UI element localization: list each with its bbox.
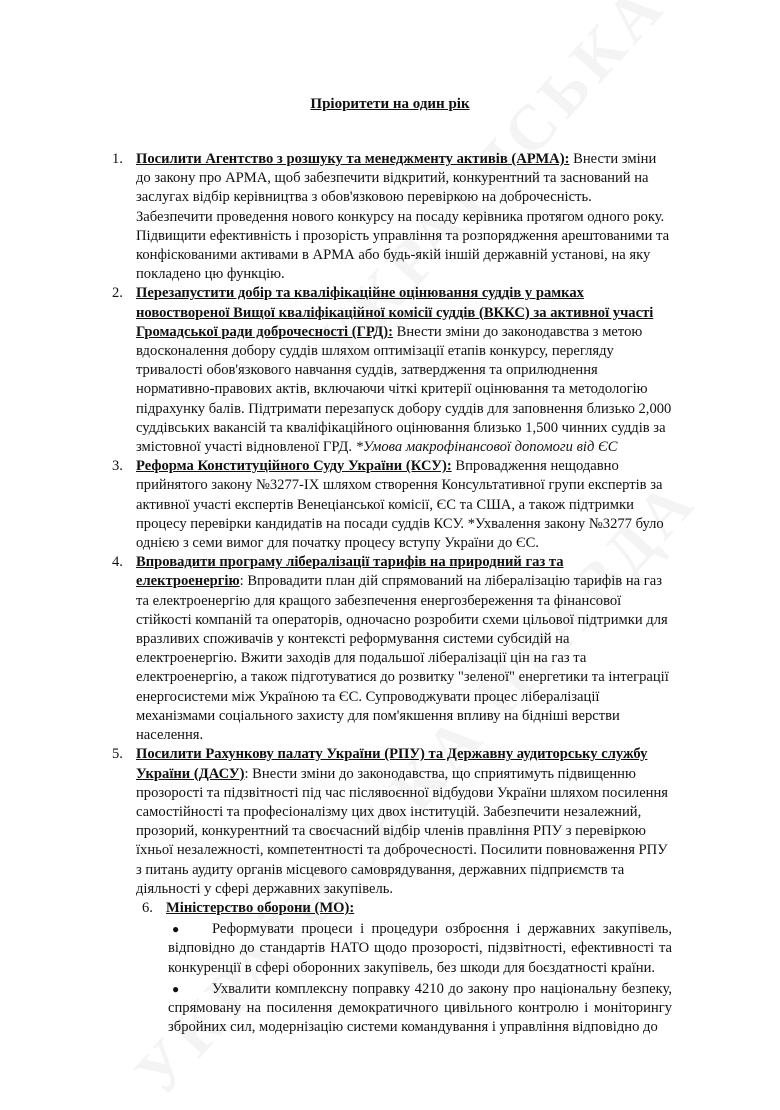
item-heading: Перезапустити добір та кваліфікаційне оцінювання суддів у рамках новоствореної Вищої кваліфікаційної комісії суддів (ВККС) за активної участі Громадської ради доброчесності (ГРД): xyxy=(136,285,654,340)
item-note: *Умова макрофінансової допомоги від ЄС xyxy=(355,439,618,456)
list-item xyxy=(112,553,672,745)
item-number: 5. xyxy=(112,746,123,763)
bullet-text: Ухвалити комплексну поправку 4210 до закону про національну безпеку, спрямовану на посилення демократичного цивільного контролю і моніторингу збройних сил, модернізацію системи командування і управління відповідно до xyxy=(168,980,672,1036)
item-number: 4. xyxy=(112,554,123,571)
list-item xyxy=(112,284,672,457)
item-heading: Впровадити програму лібералізації тарифів на природний газ та електроенергію xyxy=(136,554,564,590)
item-heading: Посилити Рахункову палату України (РПУ) та Державну аудиторську службу України (ДАСУ) xyxy=(136,746,648,782)
item-heading: Посилити Агентство з розшуку та менеджменту активів (АРМА): xyxy=(136,151,570,167)
item-heading: Міністерство оборони (МО): xyxy=(166,899,355,916)
bullet-item xyxy=(112,980,672,1038)
item-number: 3. xyxy=(112,458,123,475)
item-number: 6. xyxy=(142,899,153,916)
bullet-icon: ● xyxy=(172,922,180,937)
item-text: : Внести зміни до законодавства, що сприятимуть підвищенню прозорості та підзвітності під час післявоєнної відбудови України шляхом посилення самостійності та професіоналізму цих двох інституцій. Забезпечити незалежний, прозорий, конкурентний та своєчасний відбір членів правління РПУ з перевіркою їхньої незалежності, компетентності та доброчесності. Посилити повноваження РПУ з питань аудиту органів місцевого самоврядування, державних підприємств та діяльності у сфері державних закупівель. xyxy=(136,765,669,897)
list-item-defense xyxy=(112,899,672,918)
bullet-item xyxy=(112,920,672,978)
bullet-text: Реформувати процеси і процедури озброєння і державних закупівель, відповідно до стандартів НАТО щодо прозорості, підзвітності, ефективності та конкуренції в сфері оборонних закупівель, без шкоди для боєздатності країни. xyxy=(168,921,672,976)
bullet-icon: ● xyxy=(172,981,180,996)
list-item xyxy=(112,745,672,899)
item-number: 2. xyxy=(112,285,123,302)
item-text: : Впровадити план дій спрямований на лібералізацію тарифів на газ та електроенергію для кращого забезпечення енергозбереження та фінансової стійкості компаній та операторів, одночасно розробити схеми цільової підтримки для вразливих споживачів у контексті реформування системи субсидій на електроенергію. Вжити заходів для подальшої лібералізації цін на газ та електроенергію, а також підготуватися до розвитку "зеленої" енергетики та інтеграції енергосистеми між Україною та ЄС. Супроводжувати процес лібералізації механізмами соціального захисту для пом'якшення впливу на бідніші верстви населення. xyxy=(136,573,669,744)
item-text: Внести зміни до закону про АРМА, щоб забезпечити відкритий, конкурентний та заснований на заслугах відбір керівництва з обов'язковою перевіркою на доброчесність. Забезпечити проведення нового конкурсу на посаду керівника протягом одного року. Підвищити ефективність і прозорість управління та розпорядження арештованими та конфіскованими активами в АРМА або будь-якій іншій державній установі, на яку покладено цю функцію. xyxy=(136,151,670,283)
item-heading: Реформа Конституційного Суду України (КСУ): xyxy=(136,458,452,475)
priority-list xyxy=(112,150,672,1037)
item-number: 1. xyxy=(112,151,123,167)
page-title: Пріоритети на один рік xyxy=(310,96,470,112)
item-text: Впровадження нещодавно прийнятого закону №3277-IX шляхом створення Консультативної групи експертів за активної участі експертів Венеціанської комісії, ЄС та США, а також підтримки процесу перевірки кандидатів на посади суддів КСУ. *Ухвалення закону №3277 було однією з семи вимог для початку процесу вступу України до ЄС. xyxy=(136,458,664,552)
list-item xyxy=(112,457,672,553)
item-text: Внести зміни до законодавства з метою вдосконалення добору суддів шляхом оптимізації етапів конкурсу, перегляду тривалості обов'язкового навчання суддів, затвердження та оприлюднення нормативно-правових актів, включаючи чіткі критерії оцінювання та методологію підрахунку балів. Підтримати перезапуск добору суддів для заповнення близько 2,000 суддівських вакансій та кваліфікаційного оцінювання близько 1,500 чинних суддів за змістовної участі відновленої ГРД. xyxy=(136,323,672,456)
list-item xyxy=(112,150,672,284)
